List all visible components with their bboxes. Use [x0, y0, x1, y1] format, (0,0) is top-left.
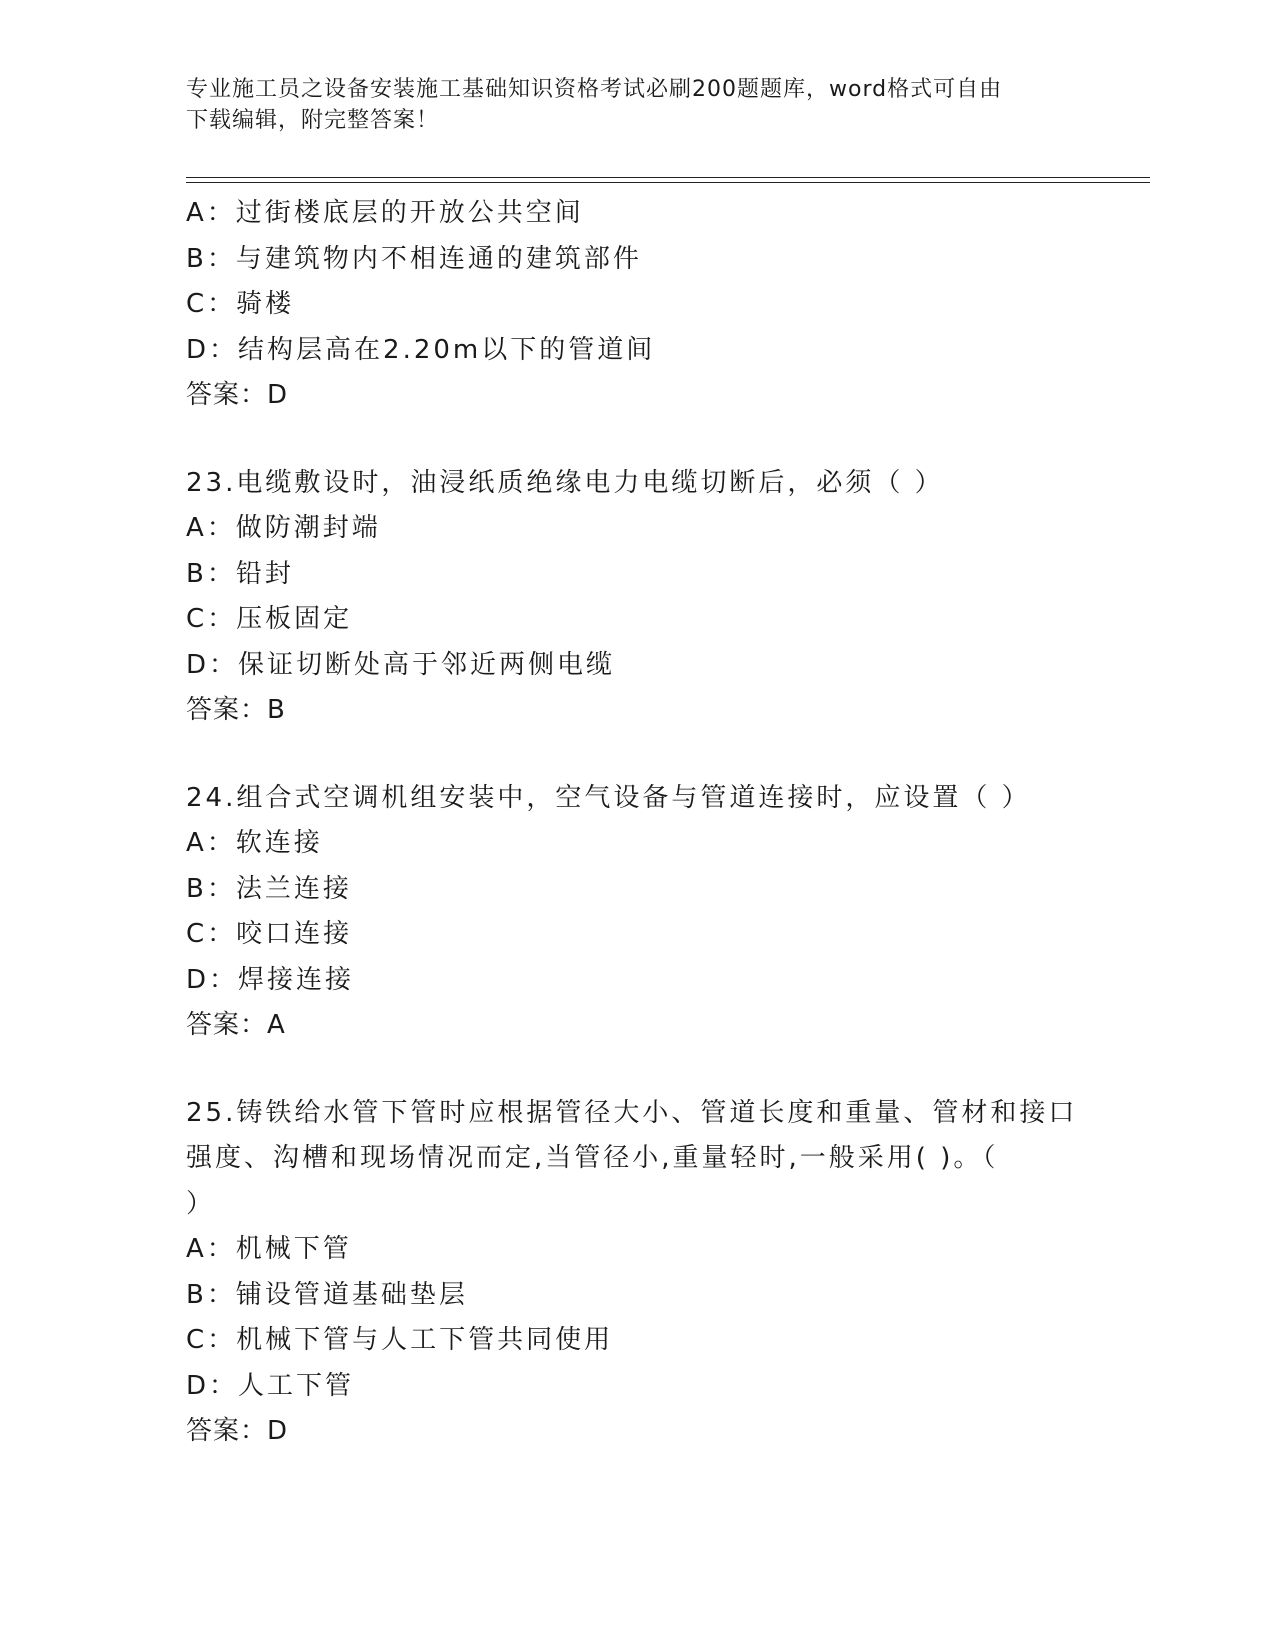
document-header: [186, 74, 1066, 136]
option-a: A：软连接: [186, 828, 323, 858]
answer: 答案：D: [186, 380, 289, 410]
question-text: 23.电缆敷设时，油浸纸质绝缘电力电缆切断后，必须（ ）: [186, 467, 944, 498]
option-b: B：铅封: [186, 558, 294, 589]
header-divider-bottom: [186, 182, 1150, 183]
question-text-line-3: ）: [186, 1188, 216, 1219]
option-c: C：机械下管与人工下管共同使用: [186, 1325, 614, 1355]
answer: 答案：D: [186, 1416, 289, 1446]
question-23-block: [186, 461, 1086, 734]
option-b: B：铺设管道基础垫层: [186, 1279, 468, 1310]
question-text: 24.组合式空调机组安装中，空气设备与管道连接时，应设置（ ）: [186, 782, 1031, 813]
spacer: [186, 419, 1086, 461]
option-c: C：骑楼: [186, 289, 295, 319]
option-a: A：机械下管: [186, 1234, 352, 1264]
header-divider-top: [186, 177, 1150, 178]
option-b: B：法兰连接: [186, 873, 352, 904]
option-d: D：结构层高在2.20m以下的管道间: [186, 334, 656, 365]
option-d: D：保证切断处高于邻近两侧电缆: [186, 649, 616, 680]
header-title-line-1: 专业施工员之设备安装施工基础知识资格考试必刷200题题库，word格式可自由: [186, 77, 1003, 102]
question-22-block: [186, 191, 1086, 419]
question-list: [186, 191, 1086, 1455]
question-text-line-2: 强度、沟槽和现场情况而定,当管径小,重量轻时,一般采用( )。（: [186, 1143, 999, 1173]
option-c: C：咬口连接: [186, 919, 353, 949]
spacer: [186, 1049, 1086, 1091]
option-c: C：压板固定: [186, 604, 353, 634]
option-d: D：人工下管: [186, 1370, 355, 1401]
option-a: A：过街楼底层的开放公共空间: [186, 198, 584, 228]
question-25-block: [186, 1091, 1086, 1455]
question-24-block: [186, 776, 1086, 1049]
question-text-line-1: 25.铸铁给水管下管时应根据管径大小、管道长度和重量、管材和接口: [186, 1097, 1078, 1128]
answer: 答案：B: [186, 695, 286, 725]
option-b: B：与建筑物内不相连通的建筑部件: [186, 243, 642, 274]
spacer: [186, 734, 1086, 776]
header-title-line-2: 下载编辑，附完整答案！: [186, 108, 440, 133]
option-d: D：焊接连接: [186, 964, 355, 995]
option-a: A：做防潮封端: [186, 513, 381, 543]
answer: 答案：A: [186, 1010, 286, 1040]
